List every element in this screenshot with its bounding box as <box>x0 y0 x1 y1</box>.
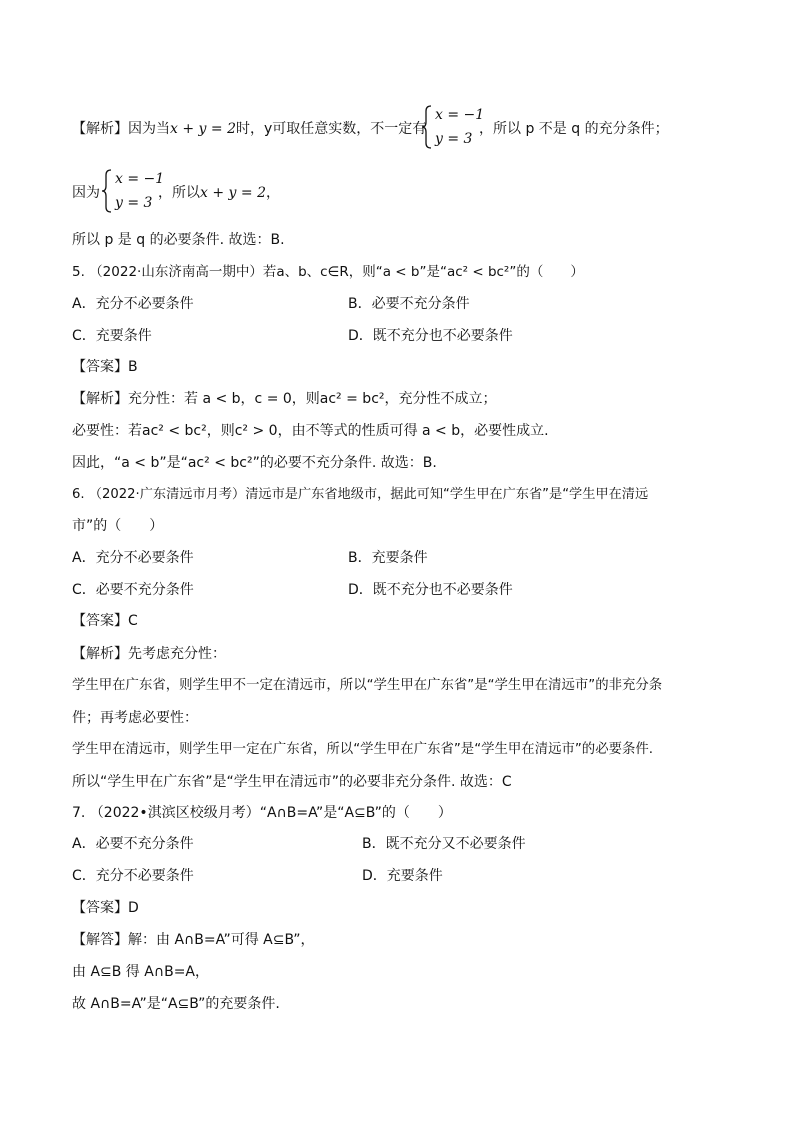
q6-answer: 【答案】C <box>72 613 138 629</box>
question-6-line-1: 6. （2022·广东清远市月考）清远市是广东省地级市，据此可知“学生甲在广东省”是“学生甲在清远 <box>72 487 649 502</box>
q7-solution-2: 由 A⊆B 得 A∩B=A， <box>72 964 209 980</box>
q7-option-a: A．必要不充分条件 <box>72 836 194 852</box>
analysis-line-1-end: ，所以 p 不是 q 的充分条件； <box>479 121 669 137</box>
q6-solution-4: 学生甲在清远市，则学生甲一定在广东省，所以“学生甲在广东省”是“学生甲在清远市”的必要条件. <box>72 742 654 757</box>
analysis-line-2-end <box>158 184 280 202</box>
q6-solution-5: 所以“学生甲在广东省”是“学生甲在清远市”的必要非充分条件. 故选：C <box>72 774 512 790</box>
question-6-line-2: 市”的（ ） <box>72 518 164 534</box>
q7-option-b: B．既不充分又不必要条件 <box>362 836 526 852</box>
question-5: 5. （2022·山东济南高一期中）若a、b、c∈R，则“a < b”是“ac² < bc²”的（ ） <box>72 264 584 280</box>
q5-solution-2: 必要性：若ac² < bc²，则c² > 0，由不等式的性质可得 a < b，必要性成立. <box>72 423 549 439</box>
q6-option-d: D．既不充分也不必要条件 <box>348 582 513 598</box>
q7-option-d: D．充要条件 <box>362 868 443 884</box>
analysis-text: ，所以 <box>158 185 200 201</box>
q5-option-b: B．必要不充分条件 <box>348 296 470 312</box>
q5-answer: 【答案】B <box>72 359 138 375</box>
equation-x: x = −1 <box>115 171 165 187</box>
analysis-text: ， <box>265 185 280 201</box>
left-brace-icon <box>101 168 113 214</box>
analysis-line-2-start: 因为 <box>72 185 100 201</box>
equation-y: y = 3 <box>435 131 473 147</box>
q6-solution-1: 【解析】先考虑充分性： <box>72 646 226 662</box>
q7-solution-1: 【解答】解：由 A∩B=A”可得 A⊆B”， <box>72 932 315 948</box>
left-brace-icon <box>421 104 433 150</box>
analysis-label: 【解析】因为当 <box>72 121 170 137</box>
q7-answer: 【答案】D <box>72 900 139 916</box>
q6-solution-2: 学生甲在广东省，则学生甲不一定在清远市，所以“学生甲在广东省”是“学生甲在清远市”的非充分条 <box>72 678 663 693</box>
q6-solution-3: 件；再考虑必要性： <box>72 710 198 726</box>
q7-option-c: C．充分不必要条件 <box>72 868 194 884</box>
equation-y: y = 3 <box>115 195 153 211</box>
question-7: 7. （2022•淇滨区校级月考）“A∩B=A”是“A⊆B”的（ ） <box>72 805 452 821</box>
q6-option-a: A．充分不必要条件 <box>72 550 194 566</box>
q5-solution-1: 【解析】充分性：若 a < b，c = 0，则ac² = bc²，充分性不成立； <box>72 391 497 407</box>
q7-solution-3: 故 A∩B=A”是“A⊆B”的充要条件. <box>72 996 280 1012</box>
math-expression: x + y = 2 <box>170 121 236 137</box>
math-expression: x + y = 2 <box>200 185 266 201</box>
analysis-line-3: 所以 p 是 q 的必要条件. 故选：B. <box>72 232 285 248</box>
q5-option-d: D．既不充分也不必要条件 <box>348 328 513 344</box>
q5-option-c: C．充要条件 <box>72 328 152 344</box>
q5-solution-3: 因此，“a < b”是“ac² < bc²”的必要不充分条件. 故选：B. <box>72 455 437 471</box>
q6-option-b: B．充要条件 <box>348 550 428 566</box>
analysis-line-1 <box>72 120 426 138</box>
q6-option-c: C．必要不充分条件 <box>72 582 194 598</box>
analysis-text: 时，y可取任意实数，不一定有 <box>235 121 427 137</box>
equation-x: x = −1 <box>435 107 485 123</box>
q5-option-a: A．充分不必要条件 <box>72 296 194 312</box>
